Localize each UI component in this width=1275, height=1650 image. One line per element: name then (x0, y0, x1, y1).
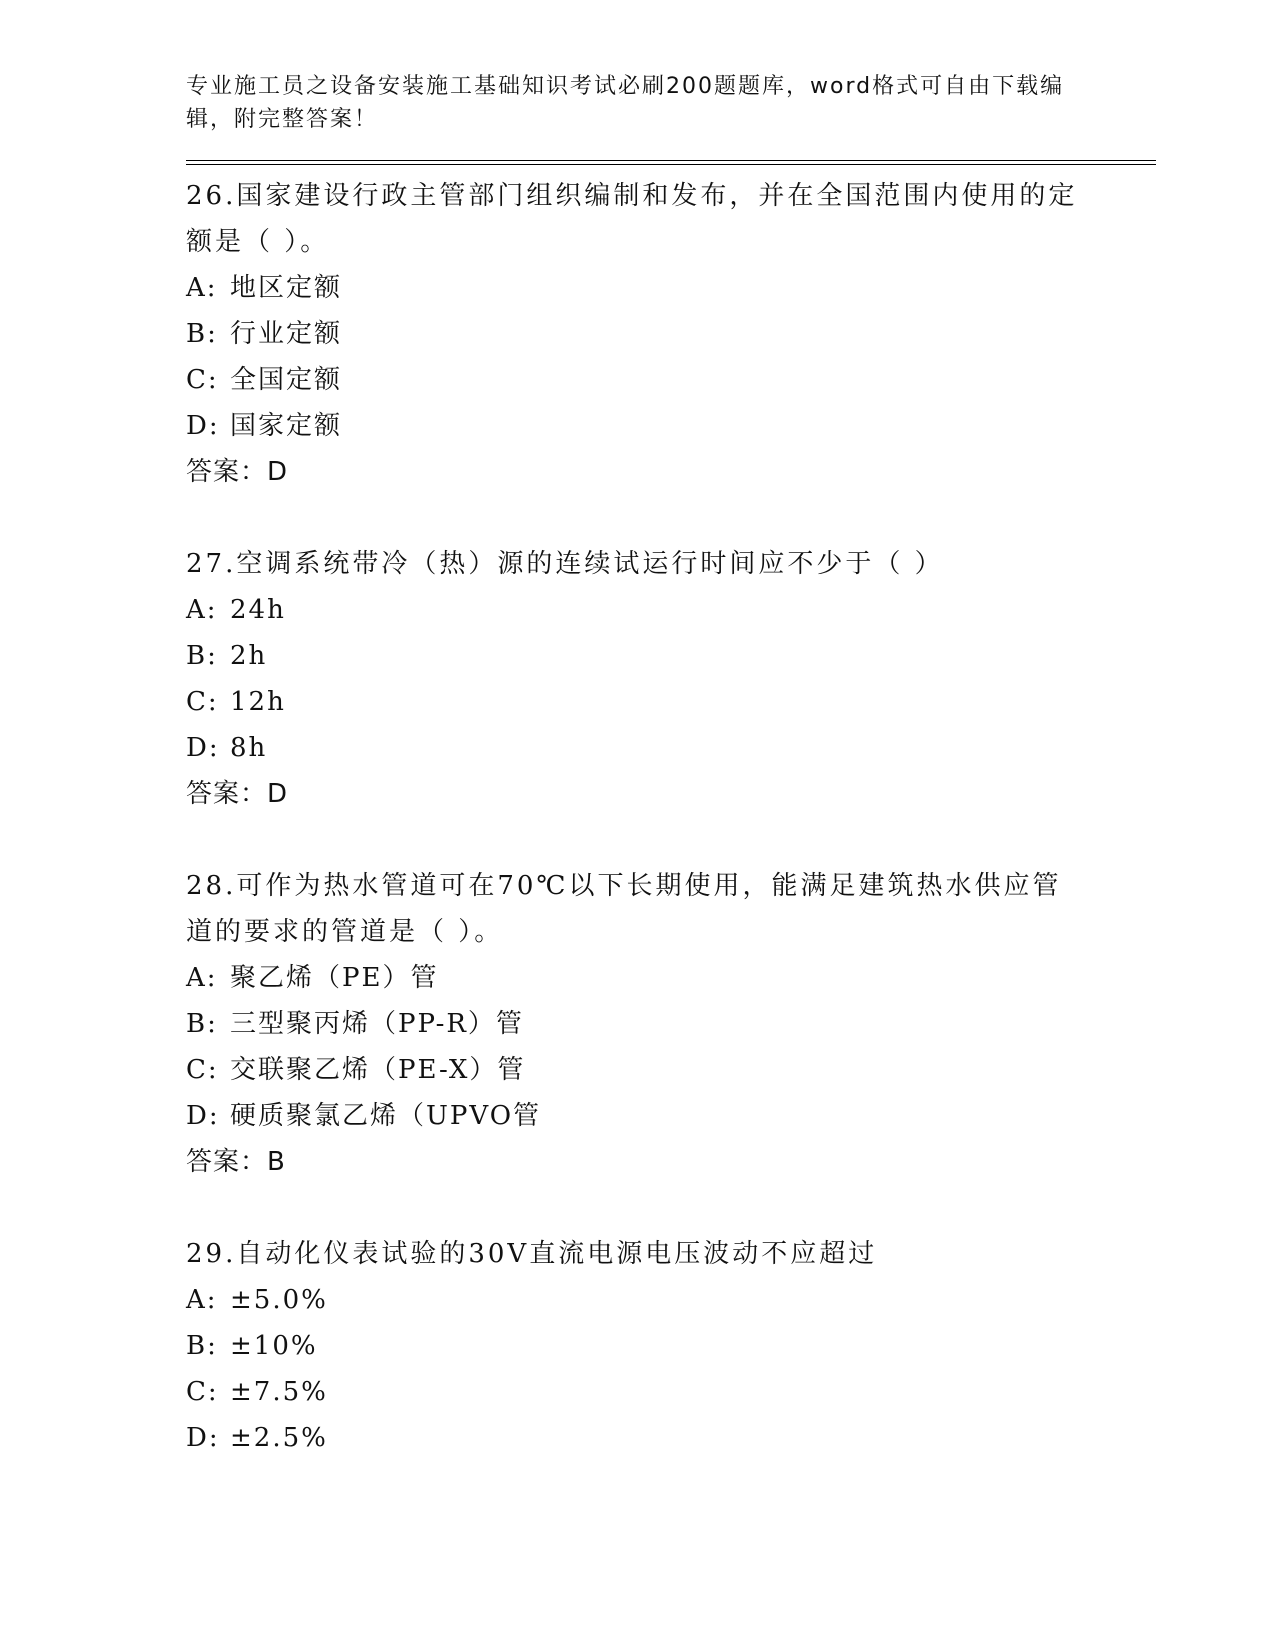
option-c (186, 1369, 1156, 1415)
option-b (186, 311, 1156, 357)
option-key: C: (186, 365, 219, 395)
document-header: 专业施工员之设备安装施工基础知识考试必刷200题题库，word格式可自由下载编辑，附完整答案！ (186, 74, 1065, 132)
option-text: 12h (230, 687, 286, 717)
option-text: 24h (230, 595, 286, 625)
header-divider (186, 160, 1156, 165)
question-stem: 29.自动化仪表试验的30V直流电源电压波动不应超过 (186, 1239, 878, 1269)
option-key: D: (186, 1101, 220, 1131)
option-d (186, 725, 1156, 771)
option-b (186, 1001, 1156, 1047)
option-text: 地区定额 (230, 273, 343, 303)
question-stem: 28.可作为热水管道可在70℃以下长期使用，能满足建筑热水供应管道的要求的管道是（ ）。 (186, 871, 1062, 947)
option-key: D: (186, 1423, 220, 1453)
option-text: 全国定额 (230, 365, 343, 395)
option-key: C: (186, 1055, 219, 1085)
option-a (186, 587, 1156, 633)
option-text: 国家定额 (230, 411, 343, 441)
document-page (186, 70, 1156, 1507)
option-key: A: (186, 1285, 218, 1315)
option-d (186, 1415, 1156, 1461)
question-26 (186, 173, 1156, 495)
option-a (186, 955, 1156, 1001)
option-text: 硬质聚氯乙烯（UPVO管 (230, 1101, 542, 1131)
option-a (186, 1277, 1156, 1323)
option-c (186, 1047, 1156, 1093)
option-text: 行业定额 (230, 319, 343, 349)
option-key: B: (186, 1331, 218, 1361)
question-28 (186, 863, 1156, 1185)
option-text: ±5.0% (230, 1285, 328, 1315)
option-text: 三型聚丙烯（PP-R）管 (230, 1009, 524, 1039)
option-text: ±10% (230, 1331, 318, 1361)
option-text: 聚乙烯（PE）管 (230, 963, 439, 993)
question-27 (186, 541, 1156, 817)
answer-line: 答案：D (186, 779, 289, 809)
option-key: A: (186, 595, 218, 625)
answer-line: 答案：B (186, 1147, 286, 1177)
option-key: D: (186, 733, 220, 763)
option-b (186, 1323, 1156, 1369)
question-stem: 26.国家建设行政主管部门组织编制和发布，并在全国范围内使用的定额是（ ）。 (186, 181, 1078, 257)
option-key: B: (186, 1009, 218, 1039)
option-b (186, 633, 1156, 679)
option-key: A: (186, 273, 218, 303)
option-key: C: (186, 687, 219, 717)
option-text: 2h (230, 641, 268, 671)
option-d (186, 1093, 1156, 1139)
option-d (186, 403, 1156, 449)
option-key: B: (186, 319, 218, 349)
option-text: ±2.5% (230, 1423, 328, 1453)
option-a (186, 265, 1156, 311)
option-text: 交联聚乙烯（PE-X）管 (230, 1055, 526, 1085)
option-key: C: (186, 1377, 219, 1407)
option-key: B: (186, 641, 218, 671)
option-c (186, 679, 1156, 725)
option-c (186, 357, 1156, 403)
option-key: D: (186, 411, 220, 441)
option-text: 8h (230, 733, 268, 763)
option-text: ±7.5% (230, 1377, 328, 1407)
question-29 (186, 1231, 1156, 1461)
option-key: A: (186, 963, 218, 993)
question-list (186, 173, 1156, 1461)
answer-line: 答案：D (186, 457, 289, 487)
question-stem: 27.空调系统带冷（热）源的连续试运行时间应不少于（ ） (186, 549, 944, 579)
